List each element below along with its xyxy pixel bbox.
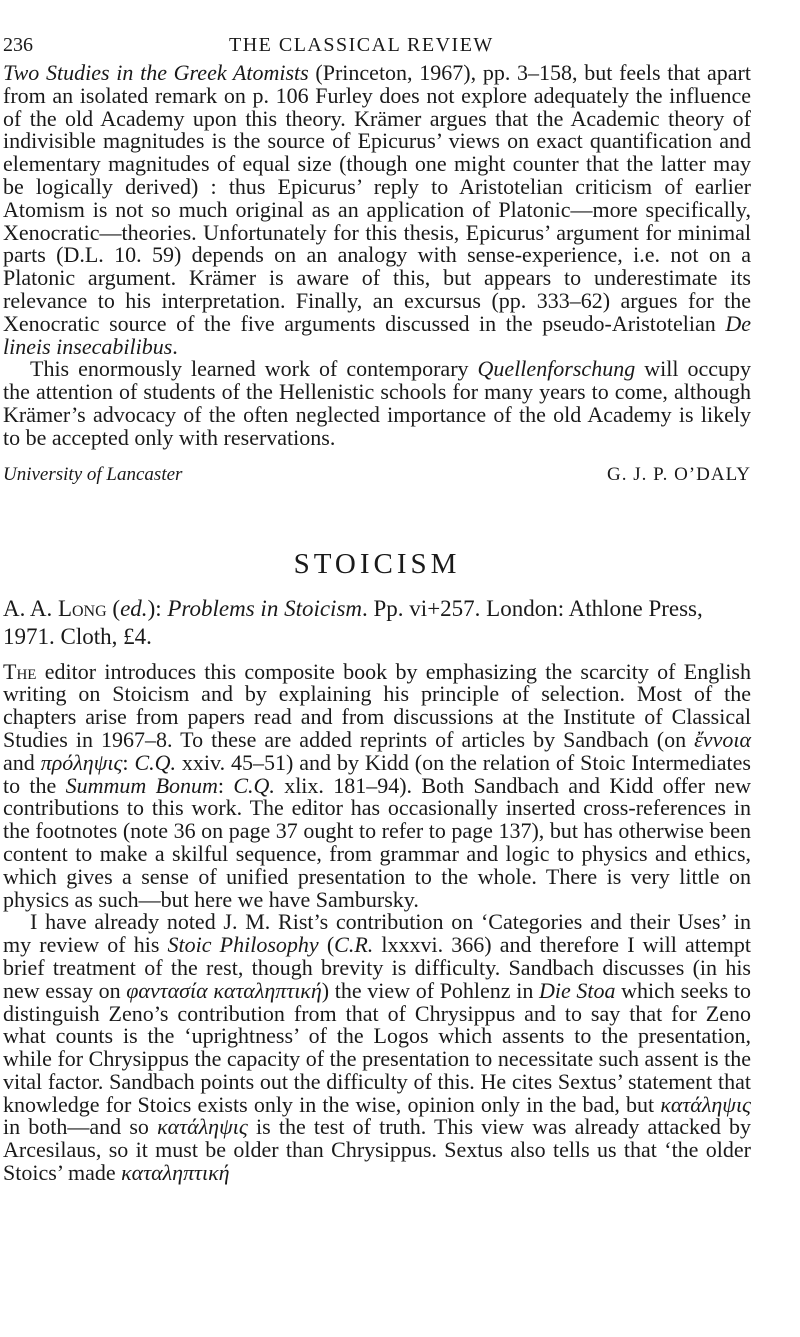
reviewer-affiliation: University of Lancaster <box>3 463 183 485</box>
book-citation: A. A. Long (ed.): Problems in Stoicism. Pp. vi+257. London: Athlone Press, 1971. Cloth, £4. <box>3 595 703 649</box>
paragraph-review-conclusion: This enormously learned work of contemporary Quellenforschung will occupy the attention of students of the Hellenistic schools for many years to come, although Krämer’s advocacy of the often neglected importance of the old Academy is likely to be accepted only with reservations. <box>3 356 751 450</box>
reviewer-name: G. J. P. O’DALY <box>607 463 751 485</box>
document-page <box>3 30 751 1185</box>
paragraph-review-continuation: Two Studies in the Greek Atomists (Princeton, 1967), pp. 3–158, but feels that apart from an isolated remark on p. 106 Furley does not explore adequately the influence of the old Academy upon this theory. Krämer argues that the Academic theory of indivisible magnitudes is the source of Epicurus’ views on exact quantification and elementary magnitudes of equal size (though one might counter that the latter may be logically derived) : thus Epicurus’ reply to Aristotelian criticism of earlier Atomism is not so much original as an application of Platonic—more specifically, Xenocratic—theories. Unfortunately for this thesis, Epicurus’ argument for minimal parts (D.L. 10. 59) depends on an analogy with sense-experience, i.e. not on a Platonic argument. Krämer is aware of this, but appears to underestimate its relevance to his interpretation. Finally, an excursus (pp. 333–62) argues for the Xenocratic source of the five arguments discussed in the pseudo-Aristotelian De lineis insecabilibus. <box>3 60 751 359</box>
paragraph-review-body-2: I have already noted J. M. Rist’s contribution on ‘Categories and their Uses’ in my review of his Stoic Philosophy (C.R. lxxxvi. 366) and therefore I will attempt brief treatment of the rest, though brevity is difficulty. Sandbach discusses (in his new essay on φαντασία καταληπτική) the view of Pohlenz in Die Stoa which seeks to distinguish Zeno’s contribution from that of Chrysippus and to say that for Zeno what counts is the ‘uprightness’ of the Logos which assents to the presentation, while for Chrysippus the capacity of the presentation to necessitate such assent is the vital factor. Sandbach points out the difficulty of this. He cites Sextus’ statement that knowledge for Stoics exists only in the wise, opinion only in the bad, but κατάληψις in both—and so κατάληψις is the test of truth. This view was already attacked by Arcesilaus, so it must be older than Chrysippus. Sextus also tells us that ‘the older Stoics’ made καταληπτική <box>3 909 752 1186</box>
running-head <box>3 30 751 62</box>
journal-title: THE CLASSICAL REVIEW <box>229 34 494 56</box>
review-signature <box>3 464 751 486</box>
section-title: STOICISM <box>293 547 461 580</box>
book-author: A. A. Long <box>3 595 107 621</box>
paragraph-review-body-1: The editor introduces this composite book by emphasizing the scarcity of English writing on Stoicism and by explaining his principle of selection. Most of the chapters arise from papers read and from discussions at the Institute of Classical Studies in 1967–8. To these are added reprints of articles by Sandbach (on ἔννοια and πρόληψις: C.Q. xxiv. 45–51) and by Kidd (on the relation of Stoic Intermediates to the Summum Bonum: C.Q. xlix. 181–94). Both Sandbach and Kidd offer new contributions to this work. The editor has occasionally inserted cross-references in the footnotes (note 36 on page 37 ought to refer to page 137), but has otherwise been content to make a skilful sequence, from grammar and logic to physics and ethics, which gives a sense of unified presentation to the whole. There is very little on physics as such—but here we have Sambursky. <box>3 658 751 912</box>
book-details: . Pp. vi+257. London: Athlone Press, 1971. Cloth, £4. <box>3 595 703 649</box>
book-title: Problems in Stoicism <box>167 595 363 621</box>
page-number: 236 <box>3 34 33 56</box>
